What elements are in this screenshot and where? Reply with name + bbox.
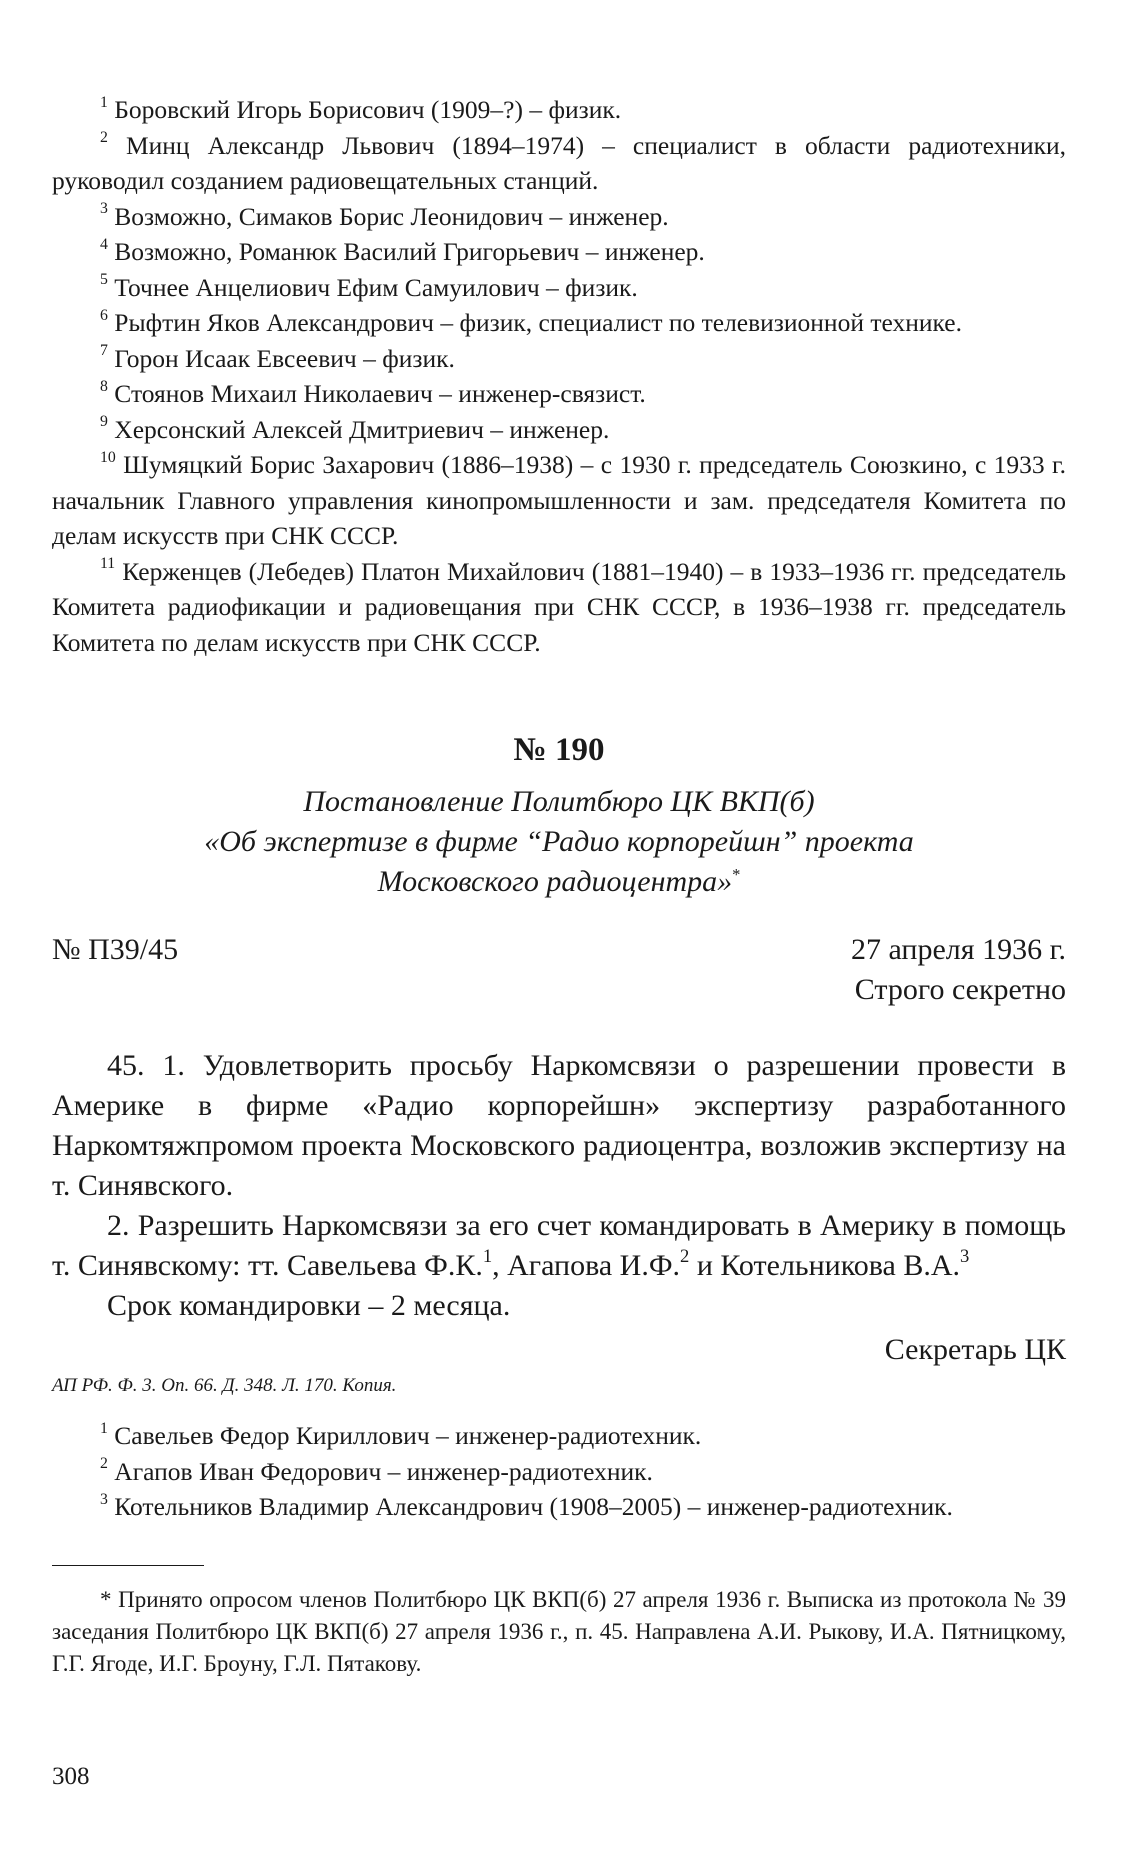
document-footnotes (52, 1418, 1066, 1525)
footnote-number: 3 (100, 200, 108, 218)
footnote-number: 4 (100, 235, 108, 253)
resolution-paragraph: 45. 1. Удовлетворить просьбу Наркомсвязи о разрешении провести в Америке в фирме «Радио корпорейшн» экспертизу разработанного Наркомтяжпромом проекта Московского радиоцентра, возложив экспертизу на т. Синявского. (52, 1049, 1066, 1202)
paragraph-text: 2. Разрешить Наркомсвязи за его счет командировать в Америку в помощь т. Синявскому: тт. Савельева Ф.К. (52, 1209, 1066, 1282)
document-title-line: Постановление Политбюро ЦК ВКП(б) (303, 785, 815, 818)
footnote-number: 2 (100, 129, 108, 147)
footnote-marker: * (732, 865, 741, 884)
footnote-text: Савельев Федор Кириллович – инженер-радиотехник. (114, 1421, 702, 1450)
footnote-number: 10 (100, 448, 116, 466)
footnote-number: 2 (100, 1455, 108, 1473)
footnote-number: 6 (100, 306, 108, 324)
resolution-paragraph: Срок командировки – 2 месяца. (107, 1289, 511, 1322)
footnote-text: Шумяцкий Борис Захарович (1886–1938) – с 1930 г. председатель Союзкино, с 1933 г. начальник Главного управления кинопромышленности и зам. председателя Комитета по делам искусств при СНК СССР. (52, 450, 1066, 550)
paragraph-text: и Котельникова В.А. (689, 1249, 961, 1282)
footnote (52, 1418, 1066, 1454)
footnote (52, 447, 1066, 554)
footnote (52, 1454, 1066, 1490)
footnote-text: Возможно, Симаков Борис Леонидович – инженер. (114, 201, 669, 231)
footnote-marker: 2 (680, 1246, 690, 1268)
footnote-divider (52, 1565, 204, 1566)
footnote-number: 1 (100, 93, 108, 111)
document-date: 27 апреля 1936 г. (851, 933, 1066, 966)
footnote (52, 341, 1066, 377)
footnote (52, 554, 1066, 661)
footnote-marker: * (100, 1586, 112, 1612)
footnote-marker: 1 (482, 1246, 493, 1268)
document-meta (52, 930, 1066, 970)
footnote-number: 3 (100, 1490, 108, 1508)
footnote-text: Боровский Игорь Борисович (1909–?) – физик. (114, 95, 622, 124)
footnote-number: 1 (100, 1419, 108, 1437)
footnote-number: 11 (100, 555, 116, 573)
book-page (52, 92, 1066, 1680)
footnote-number: 7 (100, 342, 108, 360)
document-title (52, 782, 1066, 902)
footnote (52, 1489, 1066, 1525)
footnote-text: Котельников Владимир Александрович (1908–2005) – инженер-радиотехник. (114, 1492, 953, 1521)
document-title-line: «Об экспертизе в фирме “Радио корпорейшн” проекта (204, 825, 914, 858)
classification-label: Строго секретно (854, 973, 1066, 1006)
top-footnotes (52, 92, 1066, 660)
protocol-number: № П39/45 (52, 933, 179, 966)
document-title-text: Московского радиоцентра» (377, 865, 733, 898)
footnote (52, 270, 1066, 306)
footnote (52, 199, 1066, 235)
footnote-number: 5 (100, 271, 108, 289)
footnote-text: Керженцев (Лебедев) Платон Михайлович (1881–1940) – в 1933–1936 гг. председатель Комитета радиофикации и радиовещания при СНК СССР, в 1936–1938 гг. председатель Комитета по делам искусств при СНК СССР. (52, 556, 1066, 657)
footnote (52, 305, 1066, 341)
archive-reference: АП РФ. Ф. 3. Оп. 66. Д. 348. Л. 170. Копия. (52, 1375, 397, 1396)
editorial-note-text: Принято опросом членов Политбюро ЦК ВКП(б) 27 апреля 1936 г. Выписка из протокола № 39 заседания Политбюро ЦК ВКП(б) 27 апреля 1936 г., п. 45. Направлена А.И. Рыкову, И.А. Пятницкому, Г.Г. Ягоде, И.Г. Броуну, Г.Л. Пятакову. (52, 1586, 1067, 1676)
paragraph-text: , Агапова И.Ф. (492, 1249, 681, 1282)
footnote-number: 9 (100, 413, 108, 431)
footnote (52, 234, 1066, 270)
footnote (52, 128, 1066, 199)
footnote (52, 376, 1066, 412)
document-number: № 190 (513, 732, 605, 768)
document-title-line (52, 862, 1066, 902)
footnote (52, 92, 1066, 128)
editorial-note (52, 1584, 1066, 1680)
footnote-text: Стоянов Михаил Николаевич – инженер-связист. (114, 379, 646, 408)
footnote-text: Возможно, Романюк Василий Григорьевич – инженер. (114, 237, 705, 266)
signature: Секретарь ЦК (884, 1333, 1066, 1366)
page-number: 308 (52, 1763, 90, 1790)
footnote-number: 8 (100, 377, 108, 395)
footnote-text: Горон Исаак Евсеевич – физик. (114, 343, 455, 373)
footnote-text: Агапов Иван Федорович – инженер-радиотехник. (114, 1456, 653, 1486)
resolution-paragraph (52, 1206, 1066, 1286)
footnote-marker: 3 (960, 1246, 970, 1268)
footnote-text: Херсонский Алексей Дмитриевич – инженер. (114, 414, 610, 444)
footnote-text: Точнее Анцелиович Ефим Самуилович – физик. (114, 272, 638, 302)
footnote (52, 412, 1066, 448)
footnote-text: Минц Александр Львович (1894–1974) – специалист в области радиотехники, руководил созданием радиовещательных станций. (52, 130, 1067, 195)
footnote-text: Рыфтин Яков Александрович – физик, специалист по телевизионной технике. (114, 308, 962, 337)
